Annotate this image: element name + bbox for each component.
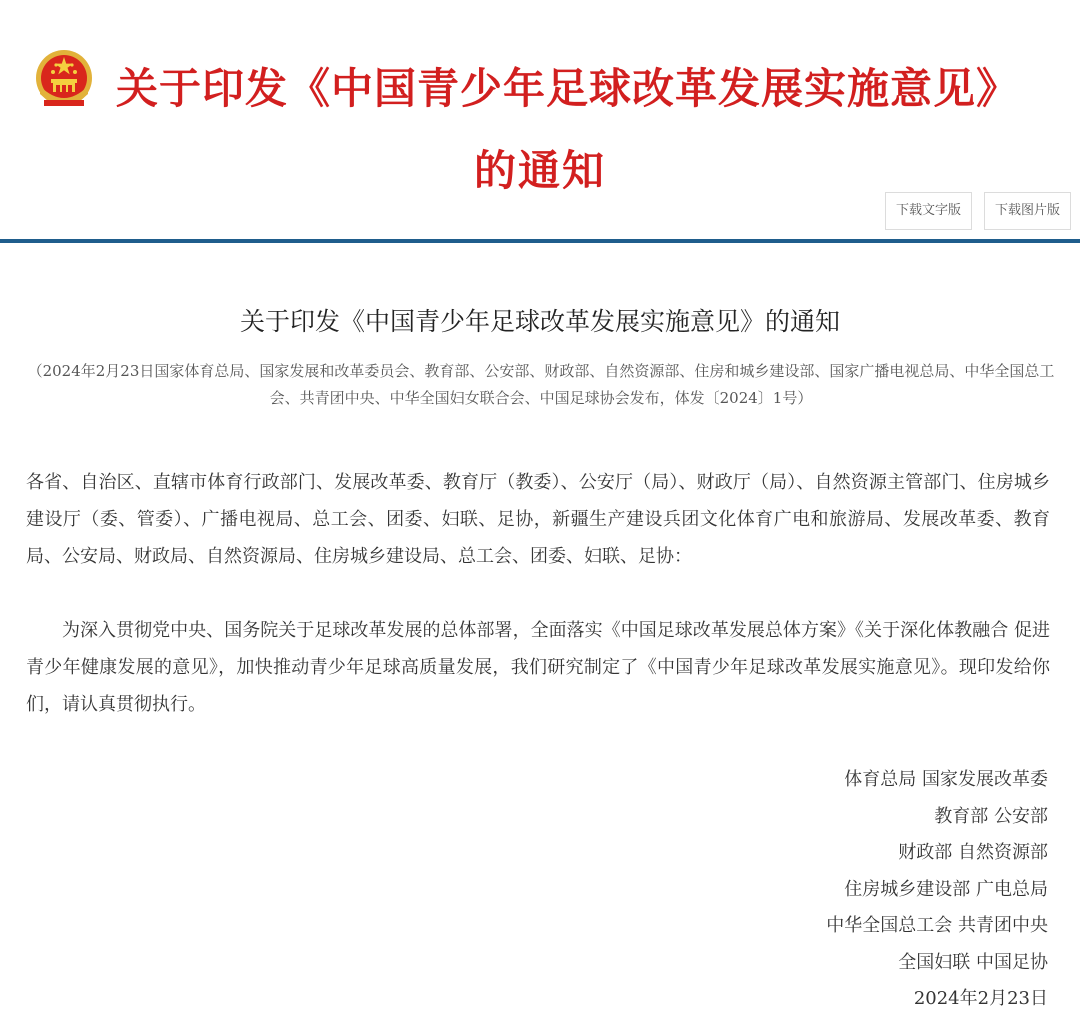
banner-title-line1: 关于印发《中国青少年足球改革发展实施意见》 [116,64,1020,113]
document-subtitle: （2024年2月23日国家体育总局、国家发展和改革委员会、教育部、公安部、财政部、自然资源部、住房和城乡建设部、国家广播电视总局、中华全国总工会、共青团中央、中华全国妇女联合会、中国足球协会发布，体发〔2024〕1号） [27,362,1055,407]
document-title: 关于印发《中国青少年足球改革发展实施意见》的通知 [239,307,840,336]
download-image-button[interactable]: 下载图片版 [984,192,1071,230]
signatory-line: 全国妇联 中国足协 [898,951,1048,973]
header-divider [0,239,1080,243]
download-text-button[interactable]: 下载文字版 [885,192,972,230]
signature-block [826,762,1048,1018]
signatory-line: 体育总局 国家发展改革委 [844,769,1048,790]
document-date: 2024年2月23日 [913,988,1048,1009]
signatory-line: 中华全国总工会 共青团中央 [826,915,1048,936]
banner-title-line2: 的通知 [473,146,606,195]
document-paragraph: 为深入贯彻党中央、国务院关于足球改革发展的总体部署，全面落实《中国足球改革发展总体方案》《关于深化体教融合 促进青少年健康发展的意见》，加快推动青少年足球高质量发展，我们研究制定了《中国青少年足球改革发展实施意见》。现印发给你们，请认真贯彻执行。 [26,620,1050,715]
signatory-line: 财政部 自然资源部 [898,842,1048,863]
national-emblem-icon [34,48,94,112]
document-addressee: 各省、自治区、直辖市体育行政部门、发展改革委、教育厅（教委）、公安厅（局）、财政厅（局）、自然资源主管部门、住房城乡建设厅（委、管委）、广播电视局、总工会、团委、妇联、足协，新疆生产建设兵团文化体育广电和旅游局、发展改革委、教育局、公安局、财政局、自然资源局、住房城乡建设局、总工会、团委、妇联、足协： [26,472,1050,567]
signatory-line: 住房城乡建设部 广电总局 [844,878,1048,900]
page-banner [0,0,1080,240]
signatory-line: 教育部 公安部 [934,805,1048,827]
